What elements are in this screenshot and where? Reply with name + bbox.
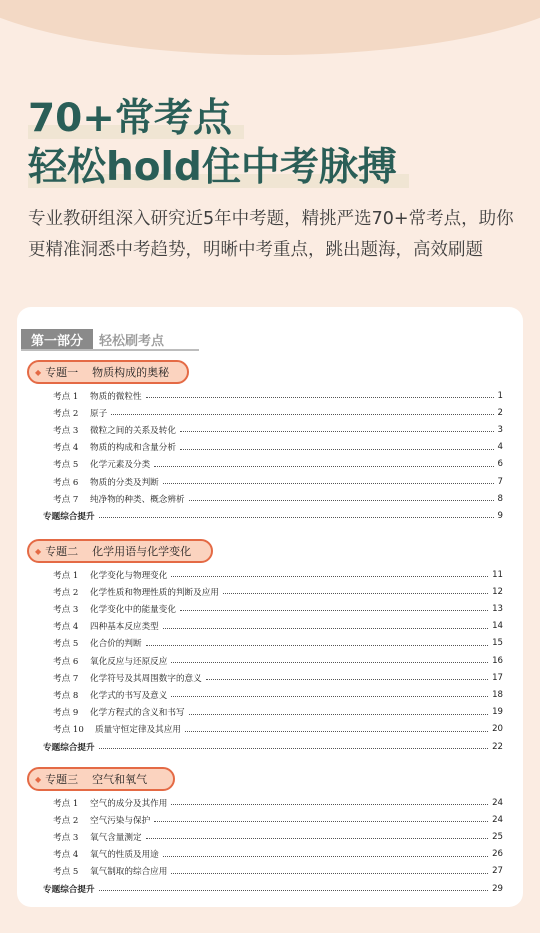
leader-dots [180, 431, 494, 432]
entry-title: 物质的分类及判断 [90, 477, 159, 488]
entry-page: 6 [497, 459, 503, 470]
top-decorative-arc [0, 0, 540, 55]
summary-title: 专题综合提升 [43, 742, 95, 753]
hero-subtitle: 专业教研组深入研究近5年中考题，精挑严选70+常考点，助你更精准洞悉中考趋势，明晰中考重点，跳出题海，高效刷题 [28, 208, 514, 260]
topic-label: 专题一 [45, 366, 79, 379]
entry-key: 考点 8 [53, 690, 79, 701]
entry-page: 16 [492, 655, 503, 666]
entry-key: 考点 4 [53, 850, 79, 861]
leader-dots [111, 414, 493, 415]
entry-page: 4 [497, 442, 503, 453]
leader-dots [189, 500, 494, 501]
entry-page: 26 [492, 849, 503, 860]
entry-key: 考点 1 [53, 798, 79, 809]
leader-dots [146, 838, 488, 839]
entry-title: 原子 [90, 408, 108, 419]
leader-dots [171, 696, 488, 697]
topic-name: 化学用语与化学变化 [92, 545, 192, 558]
entry-page: 25 [492, 831, 503, 842]
leader-dots [99, 890, 488, 891]
entry-title: 纯净物的种类、概念辨析 [90, 494, 185, 505]
entry-key: 考点 3 [53, 425, 79, 436]
leader-dots [146, 645, 488, 646]
toc-entry[interactable] [53, 583, 503, 600]
entry-page: 15 [492, 638, 503, 649]
part-number: 第一部分 [21, 329, 93, 349]
diamond-icon: ◆ [35, 367, 42, 377]
diamond-icon: ◆ [35, 546, 42, 556]
headline-line-2: 轻松hold住中考脉搏 [28, 144, 397, 190]
entry-page: 18 [492, 689, 503, 700]
entry-page: 12 [492, 586, 503, 597]
toc-entry[interactable] [53, 635, 503, 652]
entry-page: 8 [497, 493, 503, 504]
leader-dots [180, 610, 488, 611]
leader-dots [171, 873, 488, 874]
toc-entry[interactable] [53, 439, 503, 456]
toc-entry[interactable] [53, 421, 503, 438]
entry-title: 化学变化与物理变化 [90, 570, 168, 581]
entry-title: 氧化反应与还原反应 [90, 656, 168, 667]
entry-key: 考点 6 [53, 656, 79, 667]
entry-title: 氧气含量测定 [90, 832, 142, 843]
entry-key: 考点 1 [53, 391, 79, 402]
entry-title: 化合价的判断 [90, 639, 142, 650]
toc-entry[interactable] [53, 387, 503, 404]
entry-page: 1 [497, 390, 503, 401]
entry-title: 空气污染与保护 [90, 815, 151, 826]
toc-entry[interactable] [53, 828, 503, 845]
topic-name: 空气和氧气 [92, 773, 148, 786]
entry-title: 化学方程式的含义和书写 [90, 708, 185, 719]
entry-key: 考点 10 [53, 725, 84, 736]
leader-dots [154, 466, 493, 467]
entry-key: 考点 7 [53, 673, 79, 684]
toc-entry[interactable] [53, 618, 503, 635]
entry-title: 空气的成分及其作用 [90, 798, 168, 809]
leader-dots [206, 679, 488, 680]
toc-card [17, 307, 523, 907]
entry-page: 17 [492, 672, 503, 683]
toc-summary-entry[interactable] [43, 738, 503, 755]
entry-page: 2 [497, 407, 503, 418]
entry-page: 13 [492, 603, 503, 614]
entry-key: 考点 7 [53, 494, 79, 505]
leader-dots [99, 517, 494, 518]
toc-entry[interactable] [53, 473, 503, 490]
entry-title: 四种基本反应类型 [90, 622, 159, 633]
toc-entry[interactable] [53, 600, 503, 617]
topic-heading [27, 539, 213, 563]
entry-page: 14 [492, 621, 503, 632]
entry-key: 考点 9 [53, 708, 79, 719]
leader-dots [163, 856, 488, 857]
toc-entry[interactable] [53, 404, 503, 421]
entry-title: 化学符号及其周围数字的意义 [90, 673, 202, 684]
leader-dots [171, 804, 488, 805]
toc-entry[interactable] [53, 669, 503, 686]
entry-key: 考点 4 [53, 443, 79, 454]
summary-title: 专题综合提升 [43, 884, 95, 895]
toc-summary-entry[interactable] [43, 507, 503, 524]
toc-entry[interactable] [53, 863, 503, 880]
entry-key: 考点 5 [53, 460, 79, 471]
leader-dots [185, 731, 488, 732]
entry-key: 考点 1 [53, 570, 79, 581]
toc-entry[interactable] [53, 456, 503, 473]
toc-summary-entry[interactable] [43, 880, 503, 897]
topic-heading [27, 767, 175, 791]
toc-entry[interactable] [53, 721, 503, 738]
hero-section [28, 98, 528, 266]
toc-entry[interactable] [53, 652, 503, 669]
toc-entry[interactable] [53, 846, 503, 863]
entry-page: 20 [492, 724, 503, 735]
entry-page: 19 [492, 707, 503, 718]
summary-title: 专题综合提升 [43, 511, 95, 522]
toc-entry[interactable] [53, 566, 503, 583]
leader-dots [99, 748, 488, 749]
entry-title: 微粒之间的关系及转化 [90, 425, 176, 436]
entry-key: 考点 2 [53, 587, 79, 598]
entry-title: 物质的构成和含量分析 [90, 443, 176, 454]
entry-key: 考点 4 [53, 622, 79, 633]
entry-title: 化学变化中的能量变化 [90, 604, 176, 615]
entry-page: 24 [492, 814, 503, 825]
entry-title: 化学性质和物理性质的判断及应用 [90, 587, 219, 598]
toc-entry[interactable] [53, 686, 503, 703]
entry-page: 11 [492, 569, 503, 580]
headline-line-1: 70+常考点 [28, 96, 232, 141]
diamond-icon: ◆ [35, 774, 42, 784]
summary-page: 29 [492, 883, 503, 894]
entry-title: 化学式的书写及意义 [90, 690, 168, 701]
leader-dots [146, 397, 494, 398]
leader-dots [163, 628, 488, 629]
entry-title: 氧气制取的综合应用 [90, 867, 168, 878]
entry-key: 考点 2 [53, 815, 79, 826]
entry-title: 氧气的性质及用途 [90, 850, 159, 861]
leader-dots [163, 483, 494, 484]
entry-key: 考点 5 [53, 867, 79, 878]
entry-key: 考点 3 [53, 604, 79, 615]
topic-label: 专题三 [45, 773, 79, 786]
entry-title: 物质的微粒性 [90, 391, 142, 402]
leader-dots [154, 821, 488, 822]
part-header [21, 329, 199, 351]
toc-entry[interactable] [53, 704, 503, 721]
entry-title: 质量守恒定律及其应用 [95, 725, 181, 736]
leader-dots [189, 714, 489, 715]
entry-title: 化学元素及分类 [90, 460, 151, 471]
leader-dots [171, 576, 488, 577]
leader-dots [223, 593, 488, 594]
topic-name: 物质构成的奥秘 [92, 366, 170, 379]
leader-dots [180, 449, 494, 450]
toc-entry[interactable] [53, 490, 503, 507]
entry-key: 考点 6 [53, 477, 79, 488]
topic-heading [27, 360, 189, 384]
part-name: 轻松刷考点 [99, 333, 165, 349]
entry-key: 考点 5 [53, 639, 79, 650]
entry-key: 考点 3 [53, 832, 79, 843]
summary-page: 9 [497, 510, 503, 521]
leader-dots [171, 662, 488, 663]
toc-entry[interactable] [53, 811, 503, 828]
entry-page: 3 [497, 424, 503, 435]
summary-page: 22 [492, 741, 503, 752]
entry-key: 考点 2 [53, 408, 79, 419]
toc-entry[interactable] [53, 794, 503, 811]
entry-page: 27 [492, 866, 503, 877]
entry-page: 24 [492, 797, 503, 808]
entry-page: 7 [497, 476, 503, 487]
topic-label: 专题二 [45, 545, 79, 558]
